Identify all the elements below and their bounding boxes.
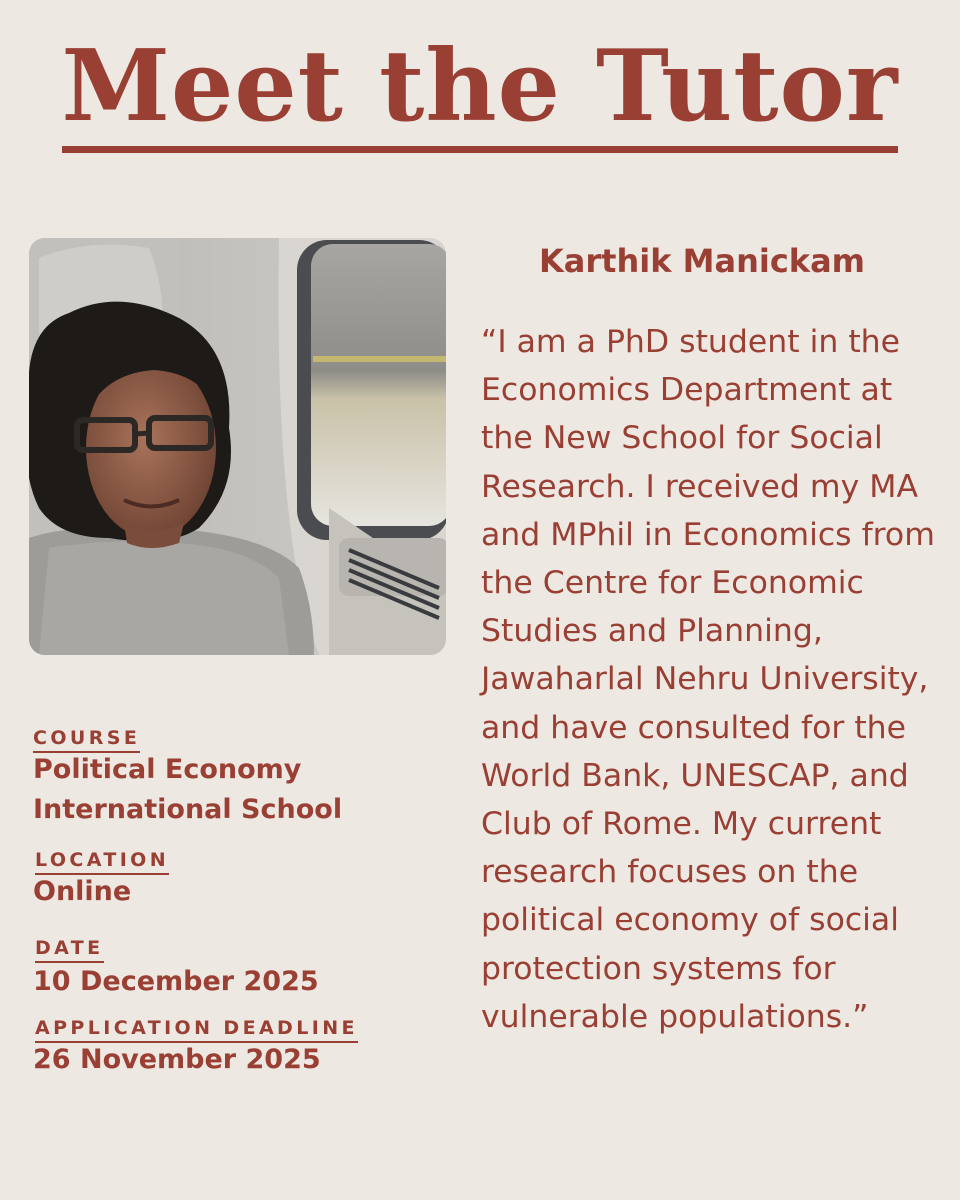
application-deadline-value: 26 November 2025 — [33, 1044, 321, 1075]
course-value-line1: Political Economy — [33, 754, 302, 785]
tutor-name: Karthik Manickam — [538, 242, 865, 280]
title-underline — [62, 146, 898, 153]
application-deadline-label: APPLICATION DEADLINE — [35, 1017, 358, 1043]
date-value: 10 December 2025 — [33, 966, 319, 997]
tutor-bio: “I am a PhD student in the Economics Department at the New School for Social Research. I received my MA and MPhil in Economics from the Centre for Economic Studies and Planning, Jawaharlal Nehru University, and have consulted for the World Bank, UNESCAP, and Club of Rome. My current research focuses on the political economy of social protection systems for vulnerable populations.” — [481, 324, 935, 1035]
location-label: LOCATION — [35, 849, 169, 875]
tutor-photo — [29, 238, 446, 655]
page-title: Meet the Tutor — [61, 29, 899, 144]
date-label: DATE — [35, 937, 104, 963]
location-value: Online — [33, 876, 132, 907]
course-label: COURSE — [33, 727, 140, 753]
course-value-line2: International School — [33, 794, 343, 825]
